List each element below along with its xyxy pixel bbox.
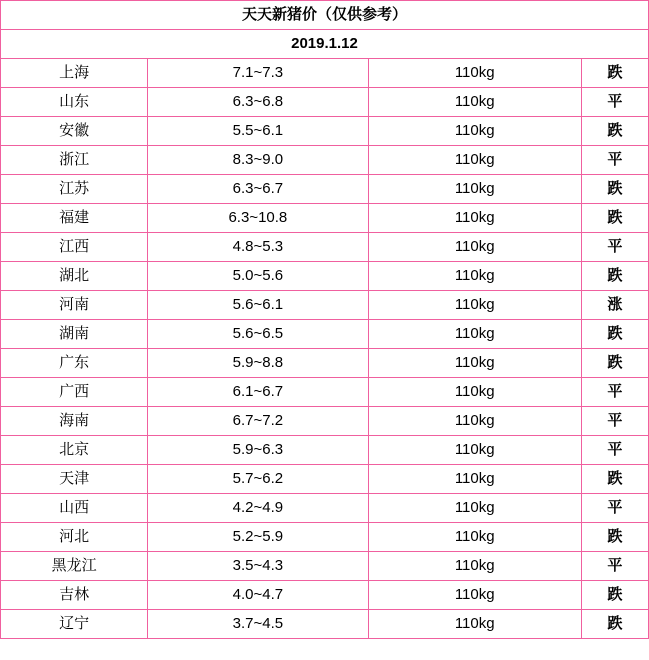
cell-price: 8.3~9.0 <box>148 146 368 175</box>
table-row <box>1 581 649 610</box>
cell-trend: 平 <box>581 88 648 117</box>
cell-trend: 跌 <box>581 581 648 610</box>
table-row <box>1 175 649 204</box>
cell-price: 6.3~6.7 <box>148 175 368 204</box>
cell-price: 3.7~4.5 <box>148 610 368 639</box>
date-row <box>1 30 649 59</box>
cell-trend: 跌 <box>581 175 648 204</box>
cell-region: 浙江 <box>1 146 148 175</box>
cell-region: 北京 <box>1 436 148 465</box>
cell-price: 6.1~6.7 <box>148 378 368 407</box>
report-date: 2019.1.12 <box>1 30 649 59</box>
cell-weight: 110kg <box>368 320 581 349</box>
cell-weight: 110kg <box>368 88 581 117</box>
cell-region: 江西 <box>1 233 148 262</box>
table-row <box>1 465 649 494</box>
cell-trend: 平 <box>581 494 648 523</box>
cell-trend: 跌 <box>581 204 648 233</box>
cell-region: 辽宁 <box>1 610 148 639</box>
table-row <box>1 436 649 465</box>
table-row <box>1 204 649 233</box>
cell-trend: 跌 <box>581 320 648 349</box>
cell-price: 4.8~5.3 <box>148 233 368 262</box>
table-row <box>1 349 649 378</box>
table-row <box>1 146 649 175</box>
cell-region: 福建 <box>1 204 148 233</box>
cell-region: 广西 <box>1 378 148 407</box>
cell-region: 河南 <box>1 291 148 320</box>
cell-trend: 平 <box>581 552 648 581</box>
cell-region: 湖北 <box>1 262 148 291</box>
cell-price: 5.6~6.1 <box>148 291 368 320</box>
cell-region: 河北 <box>1 523 148 552</box>
cell-trend: 跌 <box>581 117 648 146</box>
table-row <box>1 88 649 117</box>
cell-trend: 跌 <box>581 349 648 378</box>
cell-price: 5.9~8.8 <box>148 349 368 378</box>
cell-weight: 110kg <box>368 378 581 407</box>
cell-region: 湖南 <box>1 320 148 349</box>
cell-region: 吉林 <box>1 581 148 610</box>
cell-price: 4.2~4.9 <box>148 494 368 523</box>
title-row <box>1 1 649 30</box>
cell-trend: 跌 <box>581 59 648 88</box>
cell-trend: 平 <box>581 378 648 407</box>
cell-region: 黑龙江 <box>1 552 148 581</box>
cell-region: 山东 <box>1 88 148 117</box>
cell-weight: 110kg <box>368 291 581 320</box>
cell-region: 江苏 <box>1 175 148 204</box>
cell-weight: 110kg <box>368 436 581 465</box>
table-row <box>1 320 649 349</box>
cell-weight: 110kg <box>368 204 581 233</box>
cell-region: 广东 <box>1 349 148 378</box>
cell-region: 安徽 <box>1 117 148 146</box>
cell-price: 3.5~4.3 <box>148 552 368 581</box>
table-row <box>1 291 649 320</box>
table-row <box>1 117 649 146</box>
cell-region: 海南 <box>1 407 148 436</box>
cell-region: 天津 <box>1 465 148 494</box>
cell-price: 5.6~6.5 <box>148 320 368 349</box>
cell-weight: 110kg <box>368 523 581 552</box>
cell-price: 4.0~4.7 <box>148 581 368 610</box>
table-row <box>1 378 649 407</box>
table-body <box>1 1 649 59</box>
cell-trend: 平 <box>581 146 648 175</box>
cell-trend: 跌 <box>581 523 648 552</box>
cell-price: 5.9~6.3 <box>148 436 368 465</box>
cell-weight: 110kg <box>368 146 581 175</box>
table-row <box>1 233 649 262</box>
cell-price: 6.7~7.2 <box>148 407 368 436</box>
cell-price: 7.1~7.3 <box>148 59 368 88</box>
price-rows <box>1 59 649 639</box>
cell-price: 5.7~6.2 <box>148 465 368 494</box>
cell-trend: 平 <box>581 436 648 465</box>
table-row <box>1 610 649 639</box>
cell-price: 5.2~5.9 <box>148 523 368 552</box>
table-row <box>1 494 649 523</box>
cell-price: 6.3~6.8 <box>148 88 368 117</box>
table-row <box>1 262 649 291</box>
cell-region: 山西 <box>1 494 148 523</box>
cell-weight: 110kg <box>368 407 581 436</box>
page-title: 天天新猪价（仅供参考） <box>1 1 649 30</box>
cell-weight: 110kg <box>368 262 581 291</box>
cell-weight: 110kg <box>368 610 581 639</box>
cell-trend: 跌 <box>581 262 648 291</box>
cell-region: 上海 <box>1 59 148 88</box>
cell-trend: 涨 <box>581 291 648 320</box>
table-row <box>1 523 649 552</box>
cell-price: 5.0~5.6 <box>148 262 368 291</box>
table-row <box>1 59 649 88</box>
cell-price: 6.3~10.8 <box>148 204 368 233</box>
cell-price: 5.5~6.1 <box>148 117 368 146</box>
cell-weight: 110kg <box>368 465 581 494</box>
table-row <box>1 407 649 436</box>
cell-weight: 110kg <box>368 581 581 610</box>
cell-weight: 110kg <box>368 175 581 204</box>
cell-trend: 跌 <box>581 465 648 494</box>
cell-weight: 110kg <box>368 59 581 88</box>
cell-trend: 平 <box>581 407 648 436</box>
cell-weight: 110kg <box>368 552 581 581</box>
cell-weight: 110kg <box>368 117 581 146</box>
cell-weight: 110kg <box>368 233 581 262</box>
cell-trend: 跌 <box>581 610 648 639</box>
cell-weight: 110kg <box>368 494 581 523</box>
cell-weight: 110kg <box>368 349 581 378</box>
cell-trend: 平 <box>581 233 648 262</box>
table-row <box>1 552 649 581</box>
